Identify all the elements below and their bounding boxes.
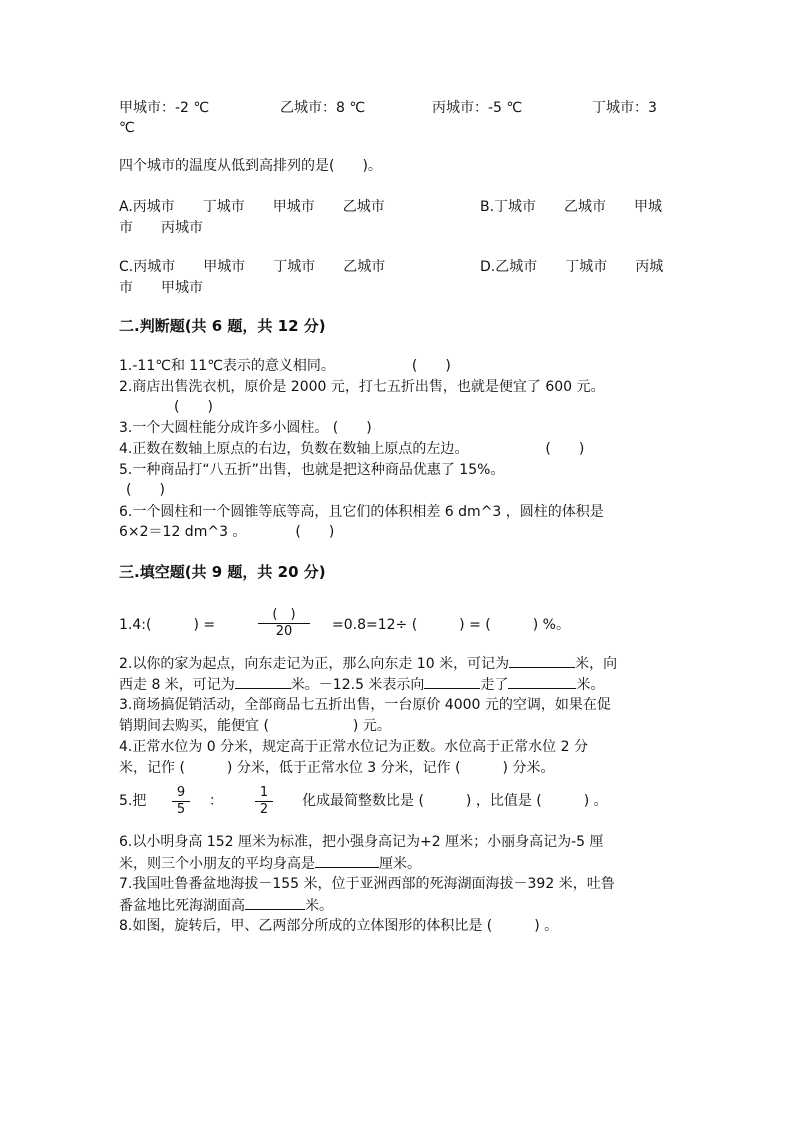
fill-q5-suffix: 化成最简整数比是 ( ) ，比值是 ( ) 。 xyxy=(302,793,608,809)
fill-q2-blank-1[interactable] xyxy=(509,653,575,668)
fill-q8: 8.如图，旋转后，甲、乙两部分所成的立体图形的体积比是 ( ) 。 xyxy=(119,918,559,934)
fill-q3-line1: 3.商场搞促销活动，全部商品七五折出售，一台原价 4000 元的空调，如果在促 xyxy=(119,697,611,713)
fill-q2-line1 xyxy=(119,653,617,674)
option-b-line2: 市 丙城市 xyxy=(119,220,203,236)
fill-q7-text-b: 番盆地比死海湖面高 xyxy=(119,898,245,914)
section3-title: 三.填空题(共 9 题，共 20 分) xyxy=(119,563,326,581)
option-b-line1: B.丁城市 乙城市 甲城 xyxy=(480,199,663,215)
fill-q7-text-c: 米。 xyxy=(305,898,333,914)
tf-item-6-line2: 6×2＝12 dm^3 。 ( ) xyxy=(119,524,335,540)
tf-item-5-paren: ( ) xyxy=(126,482,165,498)
fill-q6-text-b: 米，则三个小朋友的平均身高是 xyxy=(119,856,315,872)
fill-q2-text-b: 米，向 xyxy=(575,656,618,672)
fill-q5-fraction-2 xyxy=(255,785,273,818)
option-d-line1: D.乙城市 丁城市 丙城 xyxy=(480,259,664,275)
city-d-temp: 丁城市：3 xyxy=(592,100,657,116)
fill-q5-prefix: 5.把 xyxy=(119,793,147,809)
fraction-denominator: 2 xyxy=(259,802,269,817)
fill-q4-line2: 米，记作 ( ) 分米，低于正常水位 3 分米，记作 ( ) 分米。 xyxy=(119,760,555,776)
fill-q1-left: 1.4:( ) = xyxy=(119,617,216,633)
fraction-numerator: 1 xyxy=(255,785,273,802)
fill-q1-right: =0.8=12÷ ( ) = ( ) %。 xyxy=(332,617,570,633)
fill-q2-text-c: 西走 8 米，可记为 xyxy=(119,677,235,693)
fill-q7-line1: 7.我国吐鲁番盆地海拔－155 米，位于亚洲西部的死海湖面海拔－392 米，吐鲁 xyxy=(119,876,615,892)
fill-q4-line1: 4.正常水位为 0 分米，规定高于正常水位记为正数。水位高于正常水位 2 分 xyxy=(119,739,588,755)
section2-title: 二.判断题(共 6 题，共 12 分) xyxy=(119,317,326,335)
fill-q6-line2 xyxy=(119,853,421,874)
fraction-denominator: 20 xyxy=(275,624,293,639)
tf-item-1: 1.-11℃和 11℃表示的意义相同。 ( ) xyxy=(119,358,451,374)
option-d-line2: 市 甲城市 xyxy=(119,280,203,296)
fill-q2-text-f: 米。 xyxy=(576,677,605,693)
tf-item-5: 5.一种商品打“八五折”出售，也就是把这种商品优惠了 15%。 xyxy=(119,462,505,478)
fill-q2-text-d: 米。－12.5 米表示向 xyxy=(290,677,425,693)
city-d-unit: ℃ xyxy=(119,120,135,136)
option-c: C.丙城市 甲城市 丁城市 乙城市 xyxy=(119,259,386,275)
fill-q2-blank-3[interactable] xyxy=(424,674,480,689)
tf-item-2: 2.商店出售洗衣机，原价是 2000 元，打七五折出售，也就是便宜了 600 元。 xyxy=(119,379,605,395)
fill-q2-blank-4[interactable] xyxy=(508,674,576,689)
fill-q6-line1: 6.以小明身高 152 厘米为标准，把小强身高记为+2 厘米；小丽身高记为-5 厘 xyxy=(119,834,604,850)
fill-q7-line2 xyxy=(119,895,333,916)
option-a: A.丙城市 丁城市 甲城市 乙城市 xyxy=(119,199,385,215)
tf-item-3: 3.一个大圆柱能分成许多小圆柱。 ( ) xyxy=(119,420,372,436)
fill-q7-blank[interactable] xyxy=(245,895,305,910)
city-a-temp: 甲城市：-2 ℃ xyxy=(119,100,210,116)
city-b-temp: 乙城市：8 ℃ xyxy=(280,100,366,116)
fill-q5-fraction-1 xyxy=(172,785,190,818)
fraction-denominator: 5 xyxy=(176,802,186,817)
fraction-numerator: 9 xyxy=(172,785,190,802)
fill-q2-blank-2[interactable] xyxy=(235,674,291,689)
fill-q5-colon: ： xyxy=(209,793,223,809)
fraction-numerator: ( ) xyxy=(258,607,310,624)
tf-item-6-line1: 6.一个圆柱和一个圆锥等底等高，且它们的体积相差 6 dm^3 ，圆柱的体积是 xyxy=(119,504,604,520)
fill-q3-line2: 销期间去购买，能便宜 ( ) 元。 xyxy=(119,718,391,734)
city-c-temp: 丙城市：-5 ℃ xyxy=(432,100,523,116)
fill-q2-text-a: 2.以你的家为起点，向东走记为正，那么向东走 10 米，可记为 xyxy=(119,656,510,672)
fill-q2-text-e: 走了 xyxy=(480,677,509,693)
temp-question: 四个城市的温度从低到高排列的是( )。 xyxy=(119,158,382,174)
tf-item-2-paren: ( ) xyxy=(174,399,213,415)
fill-q6-text-c: 厘米。 xyxy=(379,856,421,872)
tf-item-4: 4.正数在数轴上原点的右边，负数在数轴上原点的左边。 ( ) xyxy=(119,441,585,457)
fill-q6-blank[interactable] xyxy=(315,853,379,868)
fill-q1-fraction xyxy=(258,607,310,640)
fill-q2-line2 xyxy=(119,674,604,695)
